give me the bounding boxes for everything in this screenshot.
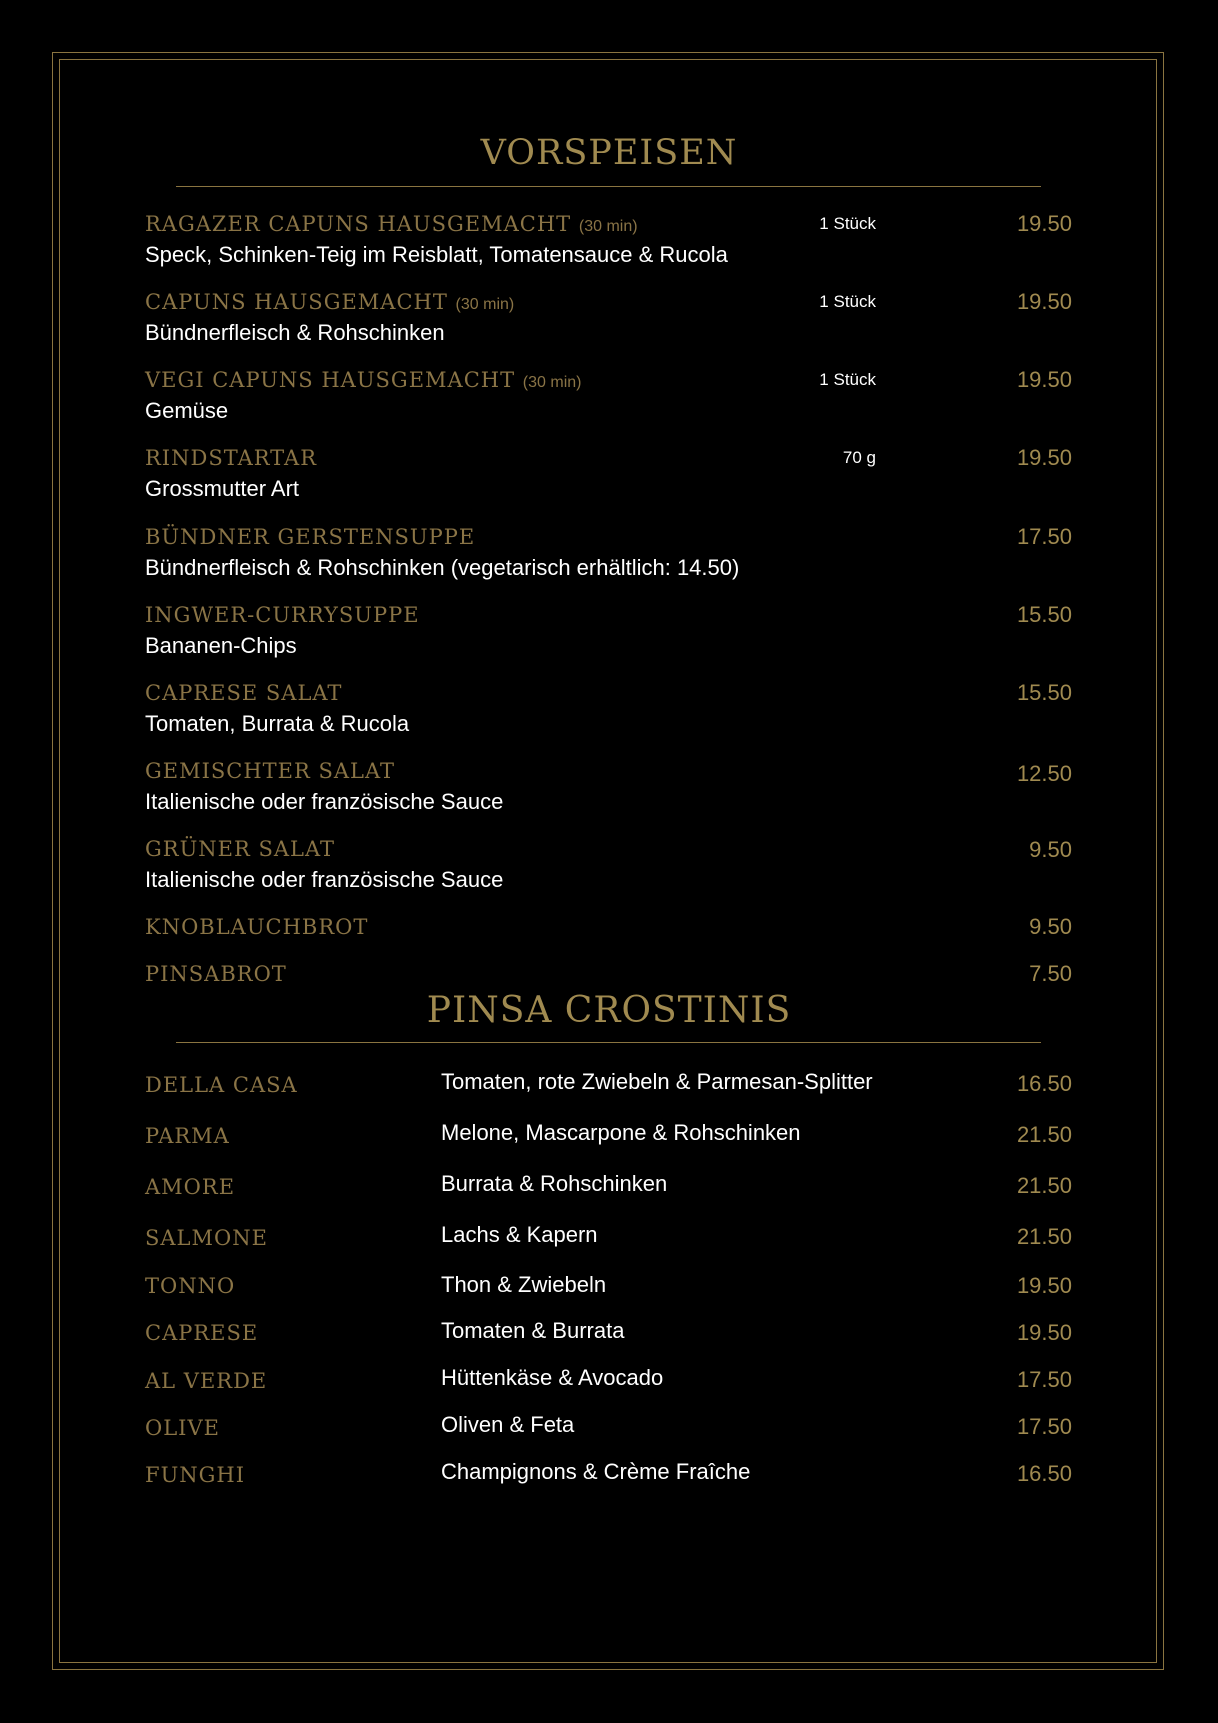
pinsa-item-price: 21.50: [1016, 1224, 1072, 1249]
menu-item-quantity: 1 Stück: [819, 370, 876, 389]
pinsa-item-price: 16.50: [1016, 1071, 1072, 1096]
pinsa-item-price: 21.50: [1016, 1173, 1072, 1198]
pinsa-item-name: SALMONE: [145, 1226, 268, 1250]
menu-item-price: 19.50: [1016, 445, 1072, 470]
menu-item-quantity: 70 g: [842, 448, 876, 467]
pinsa-item-price: 17.50: [1016, 1414, 1072, 1439]
menu-item-quantity: 1 Stück: [819, 292, 876, 311]
pinsa-item-description: Champignons & Crème Fraîche: [441, 1459, 751, 1484]
menu-item-price: 19.50: [1016, 289, 1072, 314]
prep-time-note: (30 min): [522, 374, 582, 391]
pinsa-item-description: Tomaten, rote Zwiebeln & Parmesan-Splitter: [441, 1069, 873, 1094]
menu-item-price: 7.50: [1029, 961, 1072, 986]
pinsa-item-description: Hüttenkäse & Avocado: [441, 1365, 664, 1390]
menu-item-price: 15.50: [1016, 680, 1072, 705]
pinsa-item-price: 19.50: [1016, 1320, 1072, 1345]
menu-item-name: VEGI CAPUNS HAUSGEMACHT (30 min): [145, 368, 582, 392]
menu-item-price: 19.50: [1016, 211, 1072, 236]
menu-item-name: CAPRESE SALAT: [145, 681, 343, 705]
menu-item-description: Bündnerfleisch & Rohschinken (vegetarisch erhältlich: 14.50): [145, 555, 740, 580]
menu-item-description: Bananen-Chips: [145, 633, 297, 658]
menu-item-name: CAPUNS HAUSGEMACHT (30 min): [145, 290, 515, 314]
pinsa-item-name: AMORE: [145, 1175, 236, 1199]
pinsa-item-description: Tomaten & Burrata: [441, 1318, 625, 1343]
menu-item-name: PINSABROT: [145, 962, 287, 986]
pinsa-item-price: 17.50: [1016, 1367, 1072, 1392]
menu-item-name: KNOBLAUCHBROT: [145, 915, 369, 939]
menu-item-description: Italienische oder französische Sauce: [145, 867, 504, 892]
menu-item-name: GRÜNER SALAT: [145, 837, 335, 861]
prep-time-note: (30 min): [578, 218, 638, 235]
pinsa-item-description: Thon & Zwiebeln: [441, 1272, 607, 1297]
pinsa-item-name: FUNGHI: [145, 1463, 246, 1487]
menu-item-price: 17.50: [1016, 524, 1072, 549]
pinsa-item-name: OLIVE: [145, 1416, 220, 1440]
pinsa-item-name: DELLA CASA: [145, 1073, 298, 1097]
menu-item-description: Gemüse: [145, 398, 229, 423]
section-divider: [176, 1042, 1041, 1043]
menu-item-price: 19.50: [1016, 367, 1072, 392]
menu-item-price: 15.50: [1016, 602, 1072, 627]
menu-item-description: Speck, Schinken-Teig im Reisblatt, Tomatensauce & Rucola: [145, 242, 728, 267]
menu-item-name: INGWER-CURRYSUPPE: [145, 603, 420, 627]
pinsa-item-description: Melone, Mascarpone & Rohschinken: [441, 1120, 801, 1145]
pinsa-item-name: CAPRESE: [145, 1321, 259, 1345]
pinsa-item-name: PARMA: [145, 1124, 230, 1148]
prep-time-note: (30 min): [455, 296, 515, 313]
pinsa-item-name: TONNO: [145, 1274, 236, 1298]
pinsa-item-description: Lachs & Kapern: [441, 1222, 598, 1247]
menu-item-name: RAGAZER CAPUNS HAUSGEMACHT (30 min): [145, 212, 638, 236]
menu-item-name: RINDSTARTAR: [145, 446, 318, 470]
pinsa-item-name: AL VERDE: [145, 1369, 268, 1393]
menu-item-name: BÜNDNER GERSTENSUPPE: [145, 525, 476, 549]
section-title-pinsa-crostinis: PINSA CROSTINIS: [426, 990, 792, 1031]
menu-item-price: 12.50: [1016, 761, 1072, 786]
menu-item-price: 9.50: [1029, 914, 1072, 939]
menu-item-quantity: 1 Stück: [819, 214, 876, 233]
section-title-vorspeisen: VORSPEISEN: [480, 133, 738, 173]
menu-item-price: 9.50: [1029, 837, 1072, 862]
menu-item-description: Grossmutter Art: [145, 476, 300, 501]
pinsa-item-description: Burrata & Rohschinken: [441, 1171, 668, 1196]
section-divider: [176, 186, 1041, 187]
menu-item-description: Tomaten, Burrata & Rucola: [145, 711, 410, 736]
menu-item-name: GEMISCHTER SALAT: [145, 759, 396, 783]
pinsa-item-price: 16.50: [1016, 1461, 1072, 1486]
pinsa-item-price: 21.50: [1016, 1122, 1072, 1147]
pinsa-item-description: Oliven & Feta: [441, 1412, 575, 1437]
menu-item-description: Italienische oder französische Sauce: [145, 789, 504, 814]
menu-item-description: Bündnerfleisch & Rohschinken: [145, 320, 445, 345]
pinsa-item-price: 19.50: [1016, 1273, 1072, 1298]
